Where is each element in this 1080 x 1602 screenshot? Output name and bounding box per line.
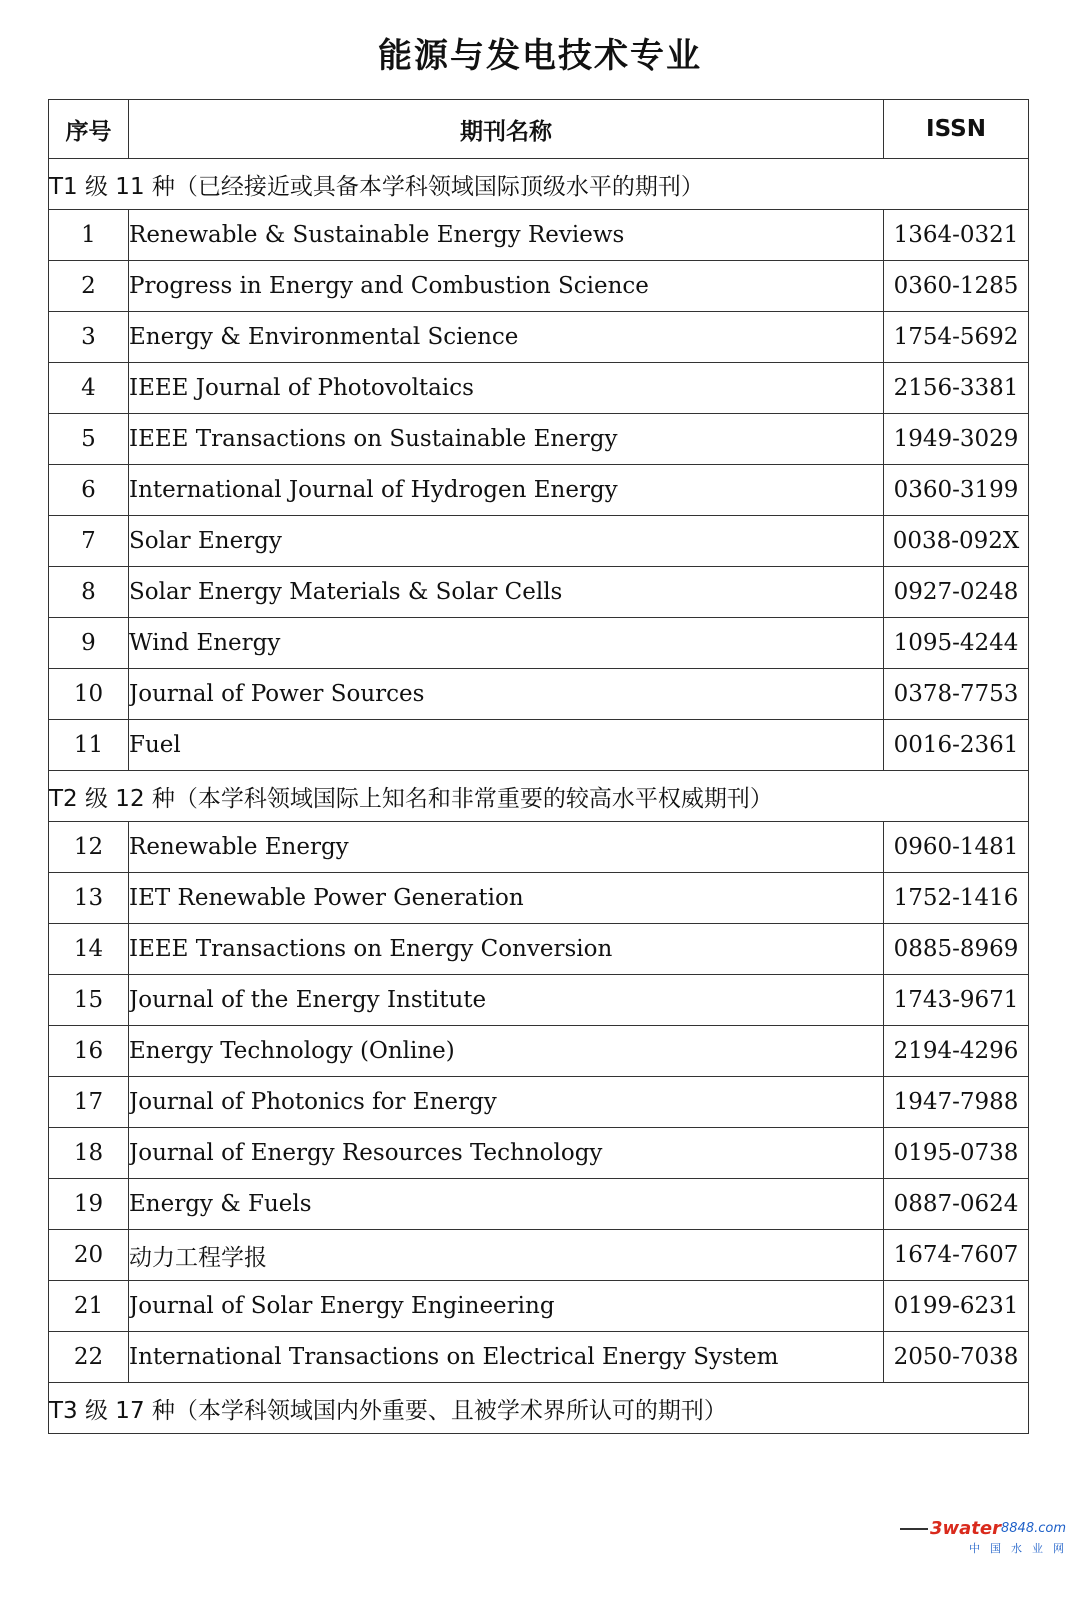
table-row xyxy=(49,414,1029,465)
row-number: 20 xyxy=(49,1230,129,1281)
table-row xyxy=(49,1281,1029,1332)
journal-name: Journal of Photonics for Energy xyxy=(129,1077,884,1128)
table-row xyxy=(49,1128,1029,1179)
journal-table xyxy=(48,99,1029,1434)
journal-name: Energy Technology (Online) xyxy=(129,1026,884,1077)
issn-value: 0887-0624 xyxy=(884,1179,1029,1230)
issn-value: 1949-3029 xyxy=(884,414,1029,465)
journal-table-body xyxy=(49,159,1029,1434)
table-row xyxy=(49,1026,1029,1077)
row-number: 22 xyxy=(49,1332,129,1383)
row-number: 6 xyxy=(49,465,129,516)
header-row xyxy=(49,100,1029,159)
journal-name: Energy & Environmental Science xyxy=(129,312,884,363)
issn-value: 1947-7988 xyxy=(884,1077,1029,1128)
journal-name: Solar Energy xyxy=(129,516,884,567)
tier-row xyxy=(49,771,1029,822)
header-issn: ISSN xyxy=(884,100,1029,159)
journal-name: International Transactions on Electrical Energy System xyxy=(129,1332,884,1383)
issn-value: 0195-0738 xyxy=(884,1128,1029,1179)
row-number: 5 xyxy=(49,414,129,465)
issn-value: 1674-7607 xyxy=(884,1230,1029,1281)
logo-suffix: .com xyxy=(1034,1521,1066,1536)
table-row xyxy=(49,465,1029,516)
table-row xyxy=(49,567,1029,618)
table-row xyxy=(49,720,1029,771)
tier-row xyxy=(49,159,1029,210)
journal-name: Solar Energy Materials & Solar Cells xyxy=(129,567,884,618)
header-name: 期刊名称 xyxy=(129,100,884,159)
row-number: 18 xyxy=(49,1128,129,1179)
header-no: 序号 xyxy=(49,100,129,159)
journal-name: IEEE Journal of Photovoltaics xyxy=(129,363,884,414)
row-number: 1 xyxy=(49,210,129,261)
table-row xyxy=(49,1332,1029,1383)
issn-value: 0038-092X xyxy=(884,516,1029,567)
journal-name: Energy & Fuels xyxy=(129,1179,884,1230)
issn-value: 2050-7038 xyxy=(884,1332,1029,1383)
issn-value: 1752-1416 xyxy=(884,873,1029,924)
row-number: 19 xyxy=(49,1179,129,1230)
table-row xyxy=(49,261,1029,312)
table-row xyxy=(49,618,1029,669)
issn-value: 2194-4296 xyxy=(884,1026,1029,1077)
page-title: 能源与发电技术专业 xyxy=(378,36,702,76)
watermark-logo xyxy=(900,1518,1074,1556)
table-row xyxy=(49,822,1029,873)
journal-name: Wind Energy xyxy=(129,618,884,669)
logo-dash xyxy=(900,1528,928,1530)
row-number: 21 xyxy=(49,1281,129,1332)
issn-value: 0927-0248 xyxy=(884,567,1029,618)
table-row xyxy=(49,873,1029,924)
table-row xyxy=(49,669,1029,720)
logo-brand: 3water xyxy=(930,1518,1001,1539)
row-number: 4 xyxy=(49,363,129,414)
table-row xyxy=(49,210,1029,261)
journal-name: 动力工程学报 xyxy=(129,1230,884,1281)
logo-number: 8848 xyxy=(1001,1521,1035,1536)
table-row xyxy=(49,1179,1029,1230)
tier-label: T2 级 12 种（本学科领域国际上知名和非常重要的较高水平权威期刊） xyxy=(49,771,1029,822)
journal-name: IET Renewable Power Generation xyxy=(129,873,884,924)
journal-name: Renewable Energy xyxy=(129,822,884,873)
row-number: 14 xyxy=(49,924,129,975)
issn-value: 1743-9671 xyxy=(884,975,1029,1026)
issn-value: 2156-3381 xyxy=(884,363,1029,414)
journal-name: IEEE Transactions on Sustainable Energy xyxy=(129,414,884,465)
journal-name: Fuel xyxy=(129,720,884,771)
journal-name: International Journal of Hydrogen Energy xyxy=(129,465,884,516)
issn-value: 1095-4244 xyxy=(884,618,1029,669)
row-number: 17 xyxy=(49,1077,129,1128)
tier-label: T3 级 17 种（本学科领域国内外重要、且被学术界所认可的期刊） xyxy=(49,1383,1029,1434)
tier-row xyxy=(49,1383,1029,1434)
table-row xyxy=(49,312,1029,363)
issn-value: 0960-1481 xyxy=(884,822,1029,873)
issn-value: 1754-5692 xyxy=(884,312,1029,363)
issn-value: 0016-2361 xyxy=(884,720,1029,771)
issn-value: 0885-8969 xyxy=(884,924,1029,975)
journal-name: Journal of Power Sources xyxy=(129,669,884,720)
row-number: 8 xyxy=(49,567,129,618)
row-number: 11 xyxy=(49,720,129,771)
issn-value: 0360-3199 xyxy=(884,465,1029,516)
table-row xyxy=(49,1230,1029,1281)
table-row xyxy=(49,924,1029,975)
row-number: 7 xyxy=(49,516,129,567)
row-number: 10 xyxy=(49,669,129,720)
tier-label: T1 级 11 种（已经接近或具备本学科领域国际顶级水平的期刊） xyxy=(49,159,1029,210)
row-number: 16 xyxy=(49,1026,129,1077)
journal-name: Journal of the Energy Institute xyxy=(129,975,884,1026)
table-row xyxy=(49,516,1029,567)
row-number: 13 xyxy=(49,873,129,924)
logo-subtitle: 中国水业网 xyxy=(969,1542,1074,1555)
journal-name: Journal of Energy Resources Technology xyxy=(129,1128,884,1179)
table-row xyxy=(49,363,1029,414)
issn-value: 0378-7753 xyxy=(884,669,1029,720)
issn-value: 0199-6231 xyxy=(884,1281,1029,1332)
table-row xyxy=(49,1077,1029,1128)
row-number: 3 xyxy=(49,312,129,363)
journal-name: IEEE Transactions on Energy Conversion xyxy=(129,924,884,975)
row-number: 12 xyxy=(49,822,129,873)
journal-name: Progress in Energy and Combustion Science xyxy=(129,261,884,312)
issn-value: 0360-1285 xyxy=(884,261,1029,312)
row-number: 2 xyxy=(49,261,129,312)
journal-name: Journal of Solar Energy Engineering xyxy=(129,1281,884,1332)
journal-name: Renewable & Sustainable Energy Reviews xyxy=(129,210,884,261)
row-number: 15 xyxy=(49,975,129,1026)
row-number: 9 xyxy=(49,618,129,669)
table-row xyxy=(49,975,1029,1026)
issn-value: 1364-0321 xyxy=(884,210,1029,261)
